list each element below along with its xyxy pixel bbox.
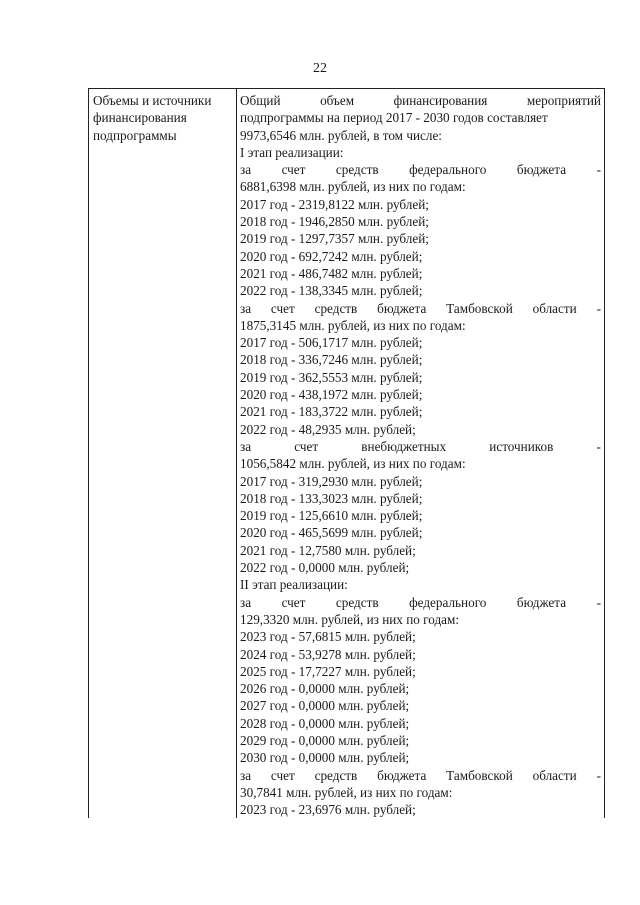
stage-title: I этап реализации:	[240, 144, 344, 160]
financing-table	[88, 88, 605, 818]
source-heading: за счет средств федерального бюджета -	[240, 162, 601, 178]
year-line: 2026 год - 0,0000 млн. рублей;	[240, 681, 410, 697]
year-line: 2023 год - 23,6976 млн. рублей;	[240, 802, 416, 818]
intro-total: 9973,6546 млн. рублей, в том числе:	[240, 127, 442, 143]
year-line: 2030 год - 0,0000 млн. рублей;	[240, 750, 410, 766]
year-line: 2017 год - 506,1717 млн. рублей;	[240, 335, 423, 351]
source-heading: за счет средств бюджета Тамбовской области -	[240, 300, 601, 316]
year-line: 2022 год - 0,0000 млн. рублей;	[240, 560, 410, 576]
row-label-line: подпрограммы	[93, 127, 177, 143]
year-line: 2019 год - 125,6610 млн. рублей;	[240, 508, 423, 524]
year-line: 2019 год - 1297,7357 млн. рублей;	[240, 231, 429, 247]
year-line: 2022 год - 138,3345 млн. рублей;	[240, 283, 423, 299]
year-line: 2020 год - 465,5699 млн. рублей;	[240, 525, 423, 541]
year-line: 2028 год - 0,0000 млн. рублей;	[240, 715, 410, 731]
row-label-line: Объемы и источники	[93, 93, 212, 108]
year-line: 2019 год - 362,5553 млн. рублей;	[240, 369, 423, 385]
year-line: 2027 год - 0,0000 млн. рублей;	[240, 698, 410, 714]
year-line: 2021 год - 183,3722 млн. рублей;	[240, 404, 423, 420]
page-number: 22	[313, 61, 327, 76]
source-total: 30,7841 млн. рублей, из них по годам:	[240, 784, 453, 800]
year-line: 2017 год - 2319,8122 млн. рублей;	[240, 196, 429, 212]
year-line: 2021 год - 486,7482 млн. рублей;	[240, 265, 423, 281]
intro-line: подпрограммы на период 2017 - 2030 годов составляет	[240, 110, 548, 126]
year-line: 2018 год - 133,3023 млн. рублей;	[240, 490, 423, 506]
stage-title: II этап реализации:	[240, 577, 348, 593]
year-line: 2018 год - 1946,2850 млн. рублей;	[240, 214, 429, 230]
year-line: 2022 год - 48,2935 млн. рублей;	[240, 421, 416, 437]
row-label-cell	[93, 92, 233, 144]
intro-line: Общий объем финансирования мероприятий	[240, 93, 601, 108]
source-total: 1875,3145 млн. рублей, из них по годам:	[240, 317, 466, 333]
source-heading: за счет средств бюджета Тамбовской области -	[240, 767, 601, 783]
column-divider	[236, 89, 237, 818]
year-line: 2017 год - 319,2930 млн. рублей;	[240, 473, 423, 489]
source-total: 6881,6398 млн. рублей, из них по годам:	[240, 179, 466, 195]
year-line: 2020 год - 692,7242 млн. рублей;	[240, 248, 423, 264]
year-line: 2025 год - 17,7227 млн. рублей;	[240, 663, 416, 679]
year-line: 2024 год - 53,9278 млн. рублей;	[240, 646, 416, 662]
year-line: 2023 год - 57,6815 млн. рублей;	[240, 629, 416, 645]
row-content-cell	[240, 92, 601, 818]
source-heading: за счет внебюджетных источников -	[240, 438, 601, 454]
source-total: 1056,5842 млн. рублей, из них по годам:	[240, 456, 466, 472]
year-line: 2020 год - 438,1972 млн. рублей;	[240, 387, 423, 403]
row-label-line: финансирования	[93, 110, 187, 126]
year-line: 2018 год - 336,7246 млн. рублей;	[240, 352, 423, 368]
source-heading: за счет средств федерального бюджета -	[240, 594, 601, 610]
year-line: 2029 год - 0,0000 млн. рублей;	[240, 732, 410, 748]
year-line: 2021 год - 12,7580 млн. рублей;	[240, 542, 416, 558]
source-total: 129,3320 млн. рублей, из них по годам:	[240, 611, 460, 627]
